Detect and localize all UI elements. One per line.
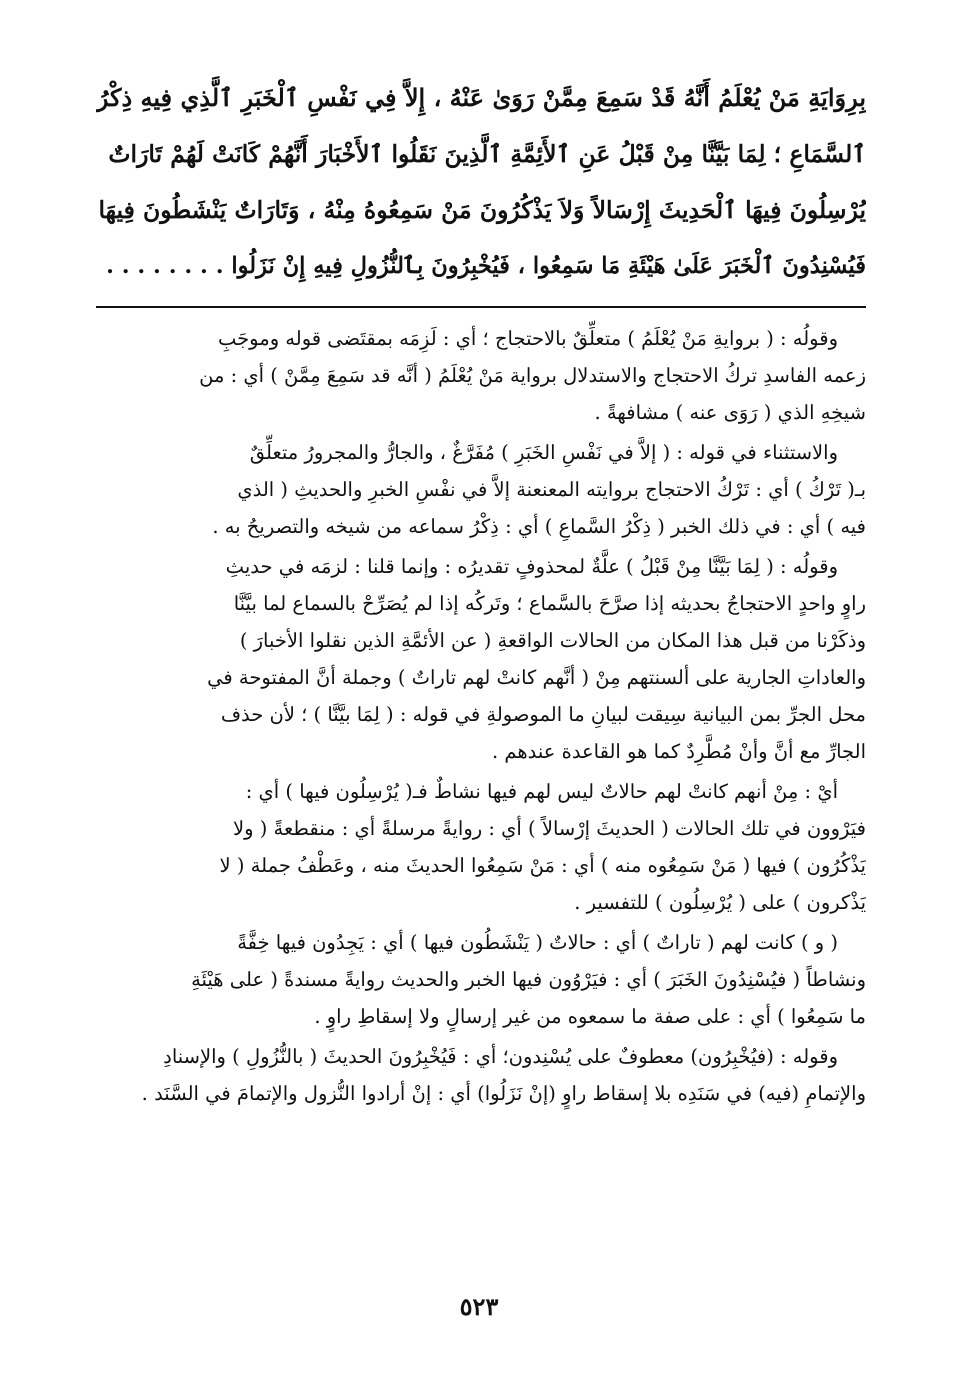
main-text-line: فَيُسْنِدُونَ ٱلْخَبَرَ عَلَىٰ هَيْئَةِ مَا سَمِعُوا ، فَيُخْبِرُونَ بِٱلنُّزُولِ فِيهِ إِنْ نَزَلُوا . . . . . . . . [106,253,866,279]
commentary-line: ونشاطاً ( فيُسْنِدُونَ الخَبَرَ ) أي : فيَرْوُون فيها الخبر والحديث روايةً مسندةً ( على هَيْئَةِ [191,968,866,991]
section-divider [96,306,866,308]
commentary-line: وقوله : (فيُخْبِرُون) معطوفٌ على يُسْنِدون؛ أي : فَيُخْبِرُونَ الحديثَ ( بالنُّزُولِ ) والإسنادِ [163,1045,838,1068]
commentary-line: والاستثناء في قوله : ( إلاَّ في نَفْسِ الخَبَرِ ) مُفَرَّغٌ ، والجارُّ والمجرورُ متعلِّقٌ [249,441,838,464]
commentary-paragraph [96,548,866,770]
commentary-paragraph [96,320,866,431]
page-content [96,70,866,1115]
commentary-paragraph [96,434,866,545]
commentary-paragraph [96,1038,866,1112]
commentary-line: فيَرْوون في تلك الحالات ( الحديثَ إرْسالاً ) أي : روايةً مرسلةً أي : منقطعةً ( ولا [232,817,866,840]
commentary-line: راوٍ واحدٍ الاحتجاجُ بحديثه إذا صرَّحَ بالسَّماع ؛ وتَركُه إذا لم يُصَرِّحْ بالسماع لما بيَّنَّا [233,592,866,615]
commentary-line: بـ( تَرْكُ ) أي : تَرْكُ الاحتجاج بروايته المعنعنة إلاَّ في نفْسِ الخبرِ والحديثِ ( الذي [237,478,866,501]
commentary-line: محل الجرِّ بمن البيانية سِيقت لبيانِ ما الموصولةِ في قوله : ( لِمَا بيَّنَّا ) ؛ لأن حذف [220,703,866,726]
main-text-line: بِرِوَايَةِ مَنْ يُعْلَمُ أَنَّهُ قَدْ سَمِعَ مِمَّنْ رَوَىٰ عَنْهُ ، إِلاَّ فِي نَفْسِ ٱلْخَبَرِ ٱلَّذِي فِيهِ ذِكْرُ [96,83,866,112]
commentary-line: الجارِّ مع أنَّ وأنْ مُطَّرِدٌ كما هو القاعدة عندهم . [491,740,866,763]
main-text-line: يُرْسِلُونَ فِيهَا ٱلْحَدِيثَ إِرْسَالاً وَلاَ يَذْكُرُونَ مَنْ سَمِعُوهُ مِنْهُ ، وَتَارَاتٌ يَنْشَطُونَ فِيهَا [98,196,866,224]
commentary-line: وذكَرْنا من قبل هذا المكان من الحالات الواقعةِ ( عن الأئمَّةِ الذين نقلوا الأخبارَ ) [239,629,866,652]
commentary-line: ما سَمِعُوا ) أي : على صفة ما سمعوه من غير إرسالٍ ولا إسقاطِ راوٍ . [314,1005,866,1028]
commentary-line: فيه ) أي : في ذلك الخبر ( ذِكْرُ السَّماعِ ) أي : ذِكْرُ سماعه من شيخه والتصريحُ به . [212,515,866,538]
main-text [96,70,866,294]
commentary-paragraph [96,773,866,921]
commentary-line: يَذْكرون ) على ( يُرْسِلُون ) للتفسير . [574,891,866,914]
main-text-line: ٱلسَّمَاعِ ؛ لِمَا بَيَّنَّا مِنْ قَبْلُ عَنِ ٱلأَئِمَّةِ ٱلَّذِينَ نَقَلُوا ٱلأَخْبَارَ أَنَّهُمْ كَانَتْ لَهُمْ تَارَاتٌ [108,140,866,168]
commentary-paragraph [96,924,866,1035]
commentary-line: وقولُه : ( بروايةِ مَنْ يُعْلَمُ ) متعلِّقٌ بالاحتجاج ؛ أي : لَزِمَه بمقتَضى قوله وموجَبِ [217,327,838,350]
commentary-line: والعاداتِ الجارية على ألسنتهم مِنْ ( أنَّهم كانتْ لهم تاراتٌ ) وجملة أنَّ المفتوحة في [207,666,866,689]
commentary-line: أيْ : مِنْ أنهم كانتْ لهم حالاتٌ ليس لهم فيها نشاطٌ فـ( يُرْسِلُون فيها ) أي : [245,780,838,803]
commentary [96,320,866,1112]
commentary-line: شيخِهِ الذي ( رَوَى عنه ) مشافهةً . [594,401,866,424]
commentary-line: وقولُه : ( لِمَا بَيَّنَّا مِنْ قَبْلُ ) علَّةٌ لمحذوفٍ تقديرُه : وإنما قلنا : لزمَه في حديثِ [225,555,838,578]
commentary-line: والإتمامِ (فيه) في سَنَدِه بلا إسقاط راوٍ (إنْ نَزَلُوا) أي : إنْ أرادوا النُّزول والإتمامَ في السَّنَد . [141,1082,866,1105]
commentary-line: يَذْكُرُون ) فيها ( مَنْ سَمِعُوه منه ) أي : مَنْ سَمِعُوا الحديثَ منه ، وعَطْفُ جملة ( لا [219,854,866,877]
commentary-line: ( و ) كانت لهم ( تاراتٌ ) أي : حالاتٌ ( يَنْشَطُون فيها ) أي : يَجِدُون فيها خِفَّةً [237,931,838,954]
commentary-line: زعمه الفاسدِ تركُ الاحتجاج والاستدلال برواية مَنْ يُعْلَمُ ( أنَّه قد سَمِعَ مِمَّنْ ) أي : من [199,364,866,387]
page-number: ٥٢٣ [459,1292,499,1321]
